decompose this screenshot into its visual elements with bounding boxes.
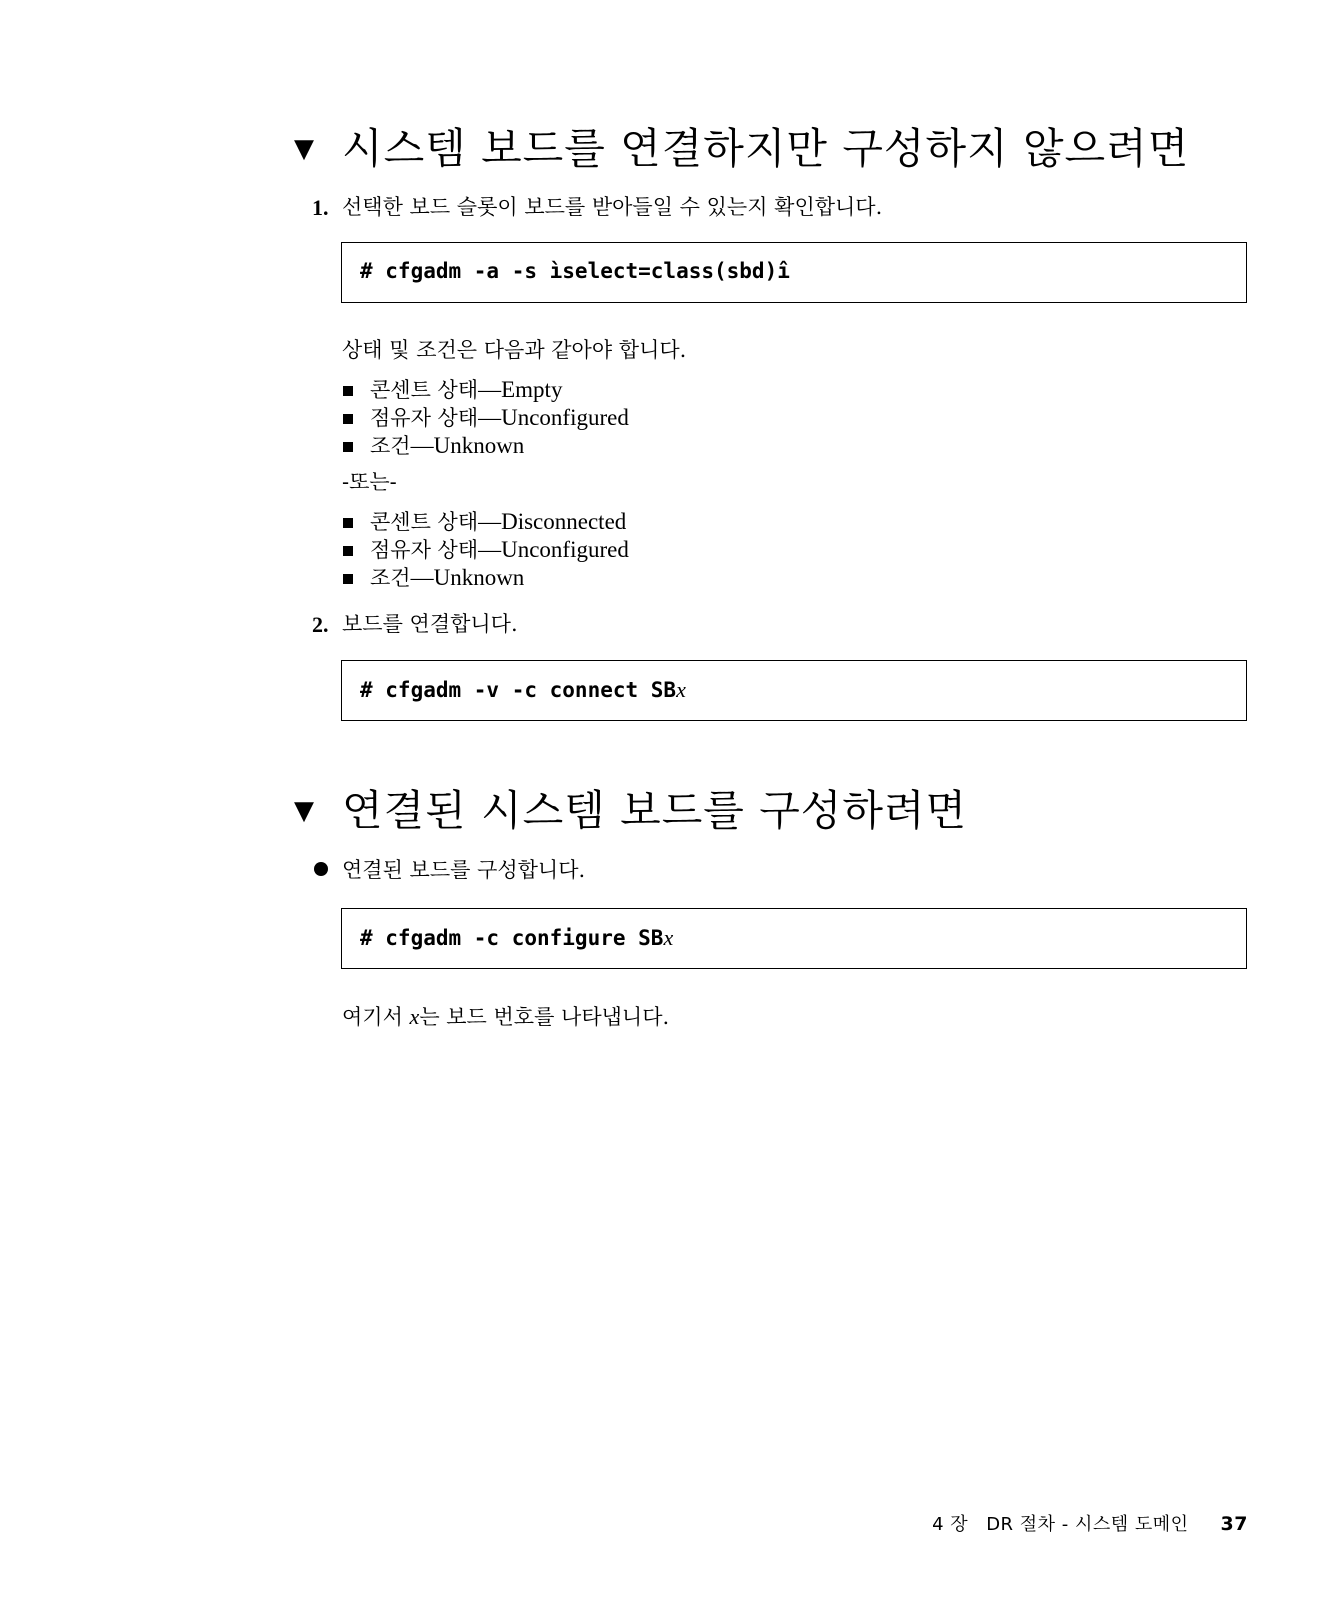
- section-heading-2: [294, 786, 968, 835]
- section-heading-1-text: 시스템 보드를 연결하지만 구성하지 않으려면: [342, 124, 1190, 173]
- step-2-number: 2.: [312, 612, 329, 637]
- step-1-text: 선택한 보드 슬롯이 보드를 받아들일 수 있는지 확인합니다.: [342, 195, 883, 219]
- code-block-configure: [341, 908, 1247, 969]
- variable-note: [342, 1004, 669, 1030]
- list-item-label: 콘센트 상태: [370, 378, 479, 402]
- list-item: [342, 508, 629, 536]
- list-item-label: 점유자 상태: [370, 538, 479, 562]
- footer-chapter: 4 장: [932, 1514, 969, 1535]
- list-item-value: —Unknown: [410, 565, 525, 590]
- square-bullet-icon: [343, 574, 353, 584]
- code-configure-variable: x: [663, 925, 674, 950]
- list-item: [342, 404, 629, 432]
- list-item-value: —Disconnected: [478, 509, 627, 534]
- note-variable: x: [409, 1004, 420, 1029]
- triangle-down-icon: ▼: [294, 796, 315, 826]
- list-item-label: 점유자 상태: [370, 406, 479, 430]
- note-after: 는 보드 번호를 나타냅니다.: [419, 1005, 670, 1029]
- footer-title: DR 절차 - 시스템 도메인: [986, 1514, 1189, 1535]
- status-list-1: [342, 376, 629, 460]
- or-separator: -또는-: [342, 470, 397, 494]
- list-item-value: —Unknown: [410, 433, 525, 458]
- status-intro: 상태 및 조건은 다음과 같아야 합니다.: [342, 338, 687, 362]
- list-item-label: 콘센트 상태: [370, 510, 479, 534]
- list-item-label: 조건: [370, 434, 411, 458]
- code-block-select: [341, 242, 1247, 303]
- list-item: [342, 564, 629, 592]
- step-configure-text: 연결된 보드를 구성합니다.: [342, 858, 586, 882]
- list-item-value: —Empty: [478, 377, 563, 402]
- note-before: 여기서: [342, 1005, 410, 1029]
- status-list-2: [342, 508, 629, 592]
- list-item: [342, 432, 629, 460]
- list-item: [342, 376, 629, 404]
- list-item-value: —Unconfigured: [478, 537, 629, 562]
- square-bullet-icon: [343, 442, 353, 452]
- code-configure-command: # cfgadm -c configure SB: [360, 926, 664, 950]
- code-select-command: # cfgadm -a -s ìselect=class(sbd)î: [360, 259, 790, 283]
- triangle-down-icon: ▼: [294, 134, 315, 164]
- code-connect-command: # cfgadm -v -c connect SB: [360, 678, 677, 702]
- square-bullet-icon: [343, 546, 353, 556]
- code-connect-variable: x: [676, 677, 686, 702]
- step-2-text: 보드를 연결합니다.: [342, 612, 518, 636]
- round-bullet-icon: [314, 862, 328, 876]
- section-heading-1: [294, 124, 1190, 173]
- code-block-connect: [341, 660, 1247, 721]
- square-bullet-icon: [343, 414, 353, 424]
- page-number: 37: [1220, 1513, 1248, 1535]
- list-item-label: 조건: [370, 566, 411, 590]
- page-footer: [932, 1510, 1248, 1536]
- square-bullet-icon: [343, 518, 353, 528]
- section-heading-2-text: 연결된 시스템 보드를 구성하려면: [342, 786, 968, 835]
- step-1-number: 1.: [312, 195, 329, 220]
- square-bullet-icon: [343, 386, 353, 396]
- list-item: [342, 536, 629, 564]
- list-item-value: —Unconfigured: [478, 405, 629, 430]
